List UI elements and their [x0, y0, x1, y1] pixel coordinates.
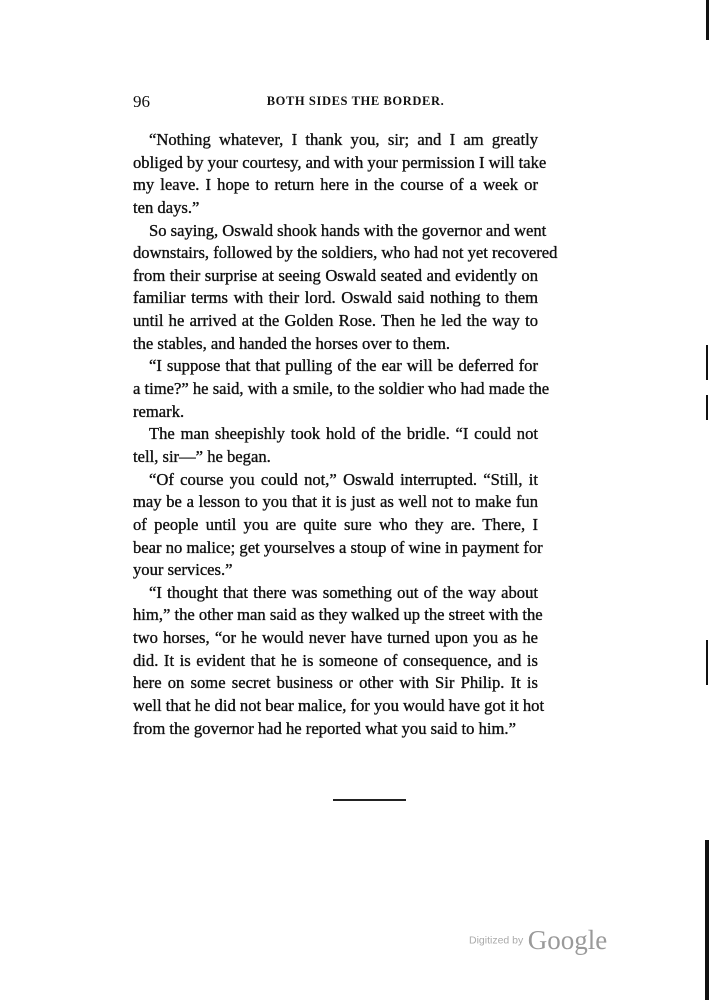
page-header: [133, 92, 538, 114]
text-line: obliged by your courtesy, and with your permission I will take: [133, 152, 547, 172]
scan-edge-mark: [706, 395, 708, 420]
text-line: the stables, and handed the horses over to them.: [133, 333, 451, 353]
paragraph: [133, 355, 550, 423]
google-logo: Google: [527, 925, 608, 955]
text-line: “Nothing whatever, I thank you, sir; and I am greatly: [149, 130, 538, 149]
text-line: “I suppose that that pulling of the ear will be deferred for: [149, 356, 538, 376]
paragraph: [133, 469, 543, 582]
running-title: BOTH SIDES THE BORDER.: [266, 94, 445, 108]
paragraph: [133, 423, 538, 468]
text-line: your services.”: [133, 560, 233, 580]
paragraph: [133, 220, 558, 356]
text-line: So saying, Oswald shook hands with the governor and went: [149, 220, 547, 240]
scan-edge-mark: [705, 840, 709, 1000]
digitized-watermark: [469, 925, 607, 956]
text-line: until he arrived at the Golden Rose. Then he led the way to: [133, 311, 538, 331]
text-line: him,” the other man said as they walked up the street with the: [133, 605, 543, 625]
page-number: 96: [133, 92, 150, 111]
text-line: of people until you are quite sure who they are. There, I: [133, 514, 538, 534]
text-line: two horses, “or he would never have turned upon you as he: [133, 628, 538, 648]
section-divider: [333, 799, 406, 801]
text-line: ten days.”: [133, 197, 200, 217]
text-line: here on some secret business or other with Sir Philip. It is: [133, 673, 538, 693]
text-line: well that he did not bear malice, for you would have got it hot: [133, 696, 545, 716]
text-line: downstairs, followed by the soldiers, who had not yet recovered: [133, 243, 558, 263]
watermark-prefix: Digitized by: [469, 934, 524, 947]
scan-edge-mark: [706, 640, 708, 685]
text-line: bear no malice; get yourselves a stoup of wine in payment for: [133, 537, 543, 557]
text-line: did. It is evident that he is someone of consequence, and is: [133, 650, 538, 670]
text-line: The man sheepishly took hold of the bridle. “I could not: [149, 424, 538, 444]
text-line: “I thought that there was something out of the way about: [149, 582, 538, 602]
text-line: may be a lesson to you that it is just as well not to make fun: [133, 492, 538, 512]
text-line: remark.: [133, 401, 185, 421]
text-line: familiar terms with their lord. Oswald said nothing to them: [133, 288, 538, 308]
scan-edge-mark: [706, 345, 708, 380]
paragraph: [133, 129, 547, 220]
paragraph: [133, 582, 545, 740]
text-line: “Of course you could not,” Oswald interrupted. “Still, it: [149, 469, 538, 489]
body-text: [133, 129, 558, 740]
text-line: a time?” he said, with a smile, to the soldier who had made the: [133, 379, 550, 399]
scan-edge-mark: [706, 0, 709, 40]
text-line: my leave. I hope to return here in the course of a week or: [133, 175, 538, 195]
text-line: from the governor had he reported what you said to him.”: [133, 718, 516, 738]
text-line: tell, sir—” he began.: [133, 446, 271, 466]
text-line: from their surprise at seeing Oswald seated and evidently on: [133, 265, 538, 285]
